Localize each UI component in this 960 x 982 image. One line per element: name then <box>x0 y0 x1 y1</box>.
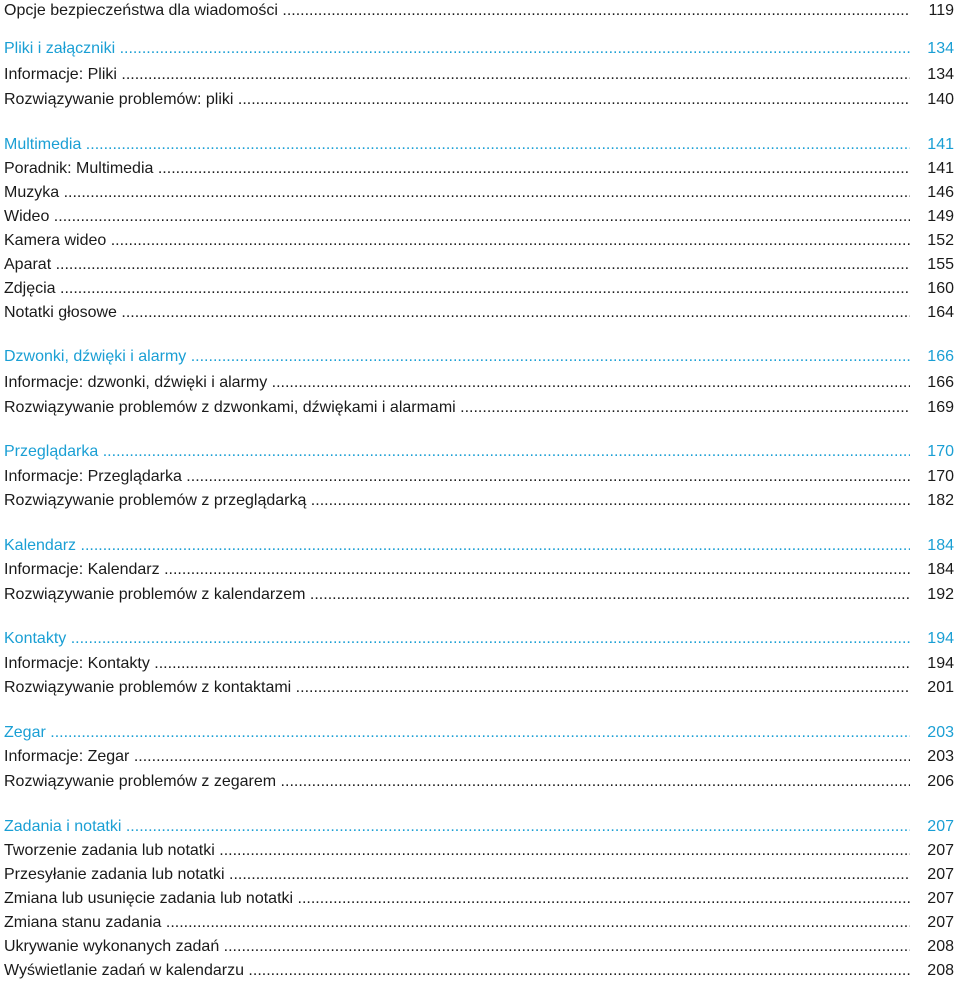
toc-entry-page: 184 <box>927 561 954 578</box>
toc-entry-title: Aparat ..... <box>4 254 910 276</box>
toc-entry[interactable] <box>4 278 954 300</box>
toc-entry-title: Informacje: Zegar ..... <box>4 746 910 768</box>
toc-entry-title: Muzyka ..... <box>4 182 910 204</box>
toc-entry-page: 146 <box>927 184 954 201</box>
toc-entry-page: 201 <box>927 679 954 696</box>
toc-section-page: 194 <box>927 630 954 647</box>
toc-entry-title: Rozwiązywanie problemów: pliki ..... <box>4 89 910 111</box>
toc-entry[interactable] <box>4 936 954 958</box>
toc-section-page: 166 <box>927 348 954 365</box>
toc-section-page: 184 <box>927 537 954 554</box>
toc-entry-title: Przesyłanie zadania lub notatki ..... <box>4 864 910 886</box>
toc-section-title: Dzwonki, dźwięki i alarmy ..... <box>4 346 910 368</box>
toc-entry-title: Wyświetlanie zadań w kalendarzu ..... <box>4 960 910 982</box>
toc-entry-title: Kamera wideo ..... <box>4 230 910 252</box>
toc-entry-page: 134 <box>927 66 954 83</box>
toc-entry-page: 152 <box>927 232 954 249</box>
toc-entry-title: Rozwiązywanie problemów z kalendarzem ..... <box>4 584 910 606</box>
toc-section[interactable] <box>4 346 954 368</box>
toc-section-page: 141 <box>927 136 954 153</box>
toc-entry[interactable] <box>4 490 954 512</box>
toc-entry-page: 206 <box>927 773 954 790</box>
toc-entry[interactable] <box>4 960 954 982</box>
toc-entry-page: 169 <box>927 399 954 416</box>
toc-section[interactable] <box>4 816 954 838</box>
toc-entry[interactable] <box>4 653 954 675</box>
toc-section[interactable] <box>4 38 954 60</box>
toc-section[interactable] <box>4 441 954 463</box>
toc-entry-page: 207 <box>927 914 954 931</box>
toc-entry-title: Rozwiązywanie problemów z dzwonkami, dźwiękami i alarmami ..... <box>4 397 910 419</box>
toc-section-title: Multimedia ..... <box>4 134 910 156</box>
toc-entry[interactable] <box>4 182 954 204</box>
toc-entry[interactable] <box>4 840 954 862</box>
toc-entry-title: Poradnik: Multimedia ..... <box>4 158 910 180</box>
toc-section-title: Kalendarz ..... <box>4 535 910 557</box>
toc-entry-page: 182 <box>927 492 954 509</box>
toc-entry-title: Notatki głosowe ..... <box>4 302 910 324</box>
toc-entry-page: 149 <box>927 208 954 225</box>
toc-entry-page: 160 <box>927 280 954 297</box>
toc-entry[interactable] <box>4 466 954 488</box>
toc-entry-title: Ukrywanie wykonanych zadań ..... <box>4 936 910 958</box>
toc-entry[interactable] <box>4 230 954 252</box>
toc-entry[interactable] <box>4 888 954 910</box>
toc-entry-title: Rozwiązywanie problemów z zegarem ..... <box>4 771 910 793</box>
toc-entry[interactable] <box>4 746 954 768</box>
toc-entry-title: Informacje: Kontakty ..... <box>4 653 910 675</box>
toc-entry-title: Tworzenie zadania lub notatki ..... <box>4 840 910 862</box>
toc-entry-title: Zmiana lub usunięcie zadania lub notatki ..... <box>4 888 910 910</box>
toc-entry-page: 170 <box>927 468 954 485</box>
toc-entry-title: Opcje bezpieczeństwa dla wiadomości ..... <box>4 0 910 22</box>
toc-section-title: Przeglądarka ..... <box>4 441 910 463</box>
toc-entry-title: Informacje: Przeglądarka ..... <box>4 466 910 488</box>
toc-entry[interactable] <box>4 158 954 180</box>
toc-entry-page: 194 <box>927 655 954 672</box>
toc-entry[interactable] <box>4 584 954 606</box>
toc-section-page: 207 <box>927 818 954 835</box>
toc-entry-page: 207 <box>927 890 954 907</box>
toc-entry-page: 141 <box>927 160 954 177</box>
toc-entry[interactable] <box>4 559 954 581</box>
toc-entry[interactable] <box>4 254 954 276</box>
toc-entry[interactable] <box>4 0 954 22</box>
toc-section[interactable] <box>4 134 954 156</box>
toc-entry[interactable] <box>4 64 954 86</box>
toc-entry-title: Informacje: Pliki ..... <box>4 64 910 86</box>
toc-section-title: Kontakty ..... <box>4 628 910 650</box>
toc-entry-page: 166 <box>927 374 954 391</box>
toc-entry-title: Informacje: Kalendarz ..... <box>4 559 910 581</box>
toc-section[interactable] <box>4 535 954 557</box>
toc-section[interactable] <box>4 722 954 744</box>
toc-entry[interactable] <box>4 206 954 228</box>
toc-entry-page: 208 <box>927 938 954 955</box>
toc-entry[interactable] <box>4 89 954 111</box>
toc-entry[interactable] <box>4 864 954 886</box>
toc-entry[interactable] <box>4 302 954 324</box>
toc-entry[interactable] <box>4 372 954 394</box>
toc-entry-title: Rozwiązywanie problemów z kontaktami ..... <box>4 677 910 699</box>
toc-section-page: 134 <box>927 40 954 57</box>
toc-section-page: 170 <box>927 443 954 460</box>
toc-entry-page: 155 <box>927 256 954 273</box>
toc-entry-page: 203 <box>927 748 954 765</box>
toc-section[interactable] <box>4 628 954 650</box>
toc-entry-page: 140 <box>927 91 954 108</box>
toc-entry-title: Zdjęcia ..... <box>4 278 910 300</box>
toc-entry-page: 119 <box>928 2 954 19</box>
toc-entry[interactable] <box>4 912 954 934</box>
toc-entry[interactable] <box>4 771 954 793</box>
toc-section-title: Zadania i notatki ..... <box>4 816 910 838</box>
toc-entry-title: Wideo ..... <box>4 206 910 228</box>
toc-entry[interactable] <box>4 677 954 699</box>
toc-entry-page: 164 <box>927 304 954 321</box>
toc-entry-page: 192 <box>927 586 954 603</box>
toc-section-title: Zegar ..... <box>4 722 910 744</box>
toc-entry-page: 208 <box>927 962 954 979</box>
toc-entry-page: 207 <box>927 866 954 883</box>
toc-section-title: Pliki i załączniki ..... <box>4 38 910 60</box>
toc-entry[interactable] <box>4 397 954 419</box>
toc-entry-title: Zmiana stanu zadania ..... <box>4 912 910 934</box>
toc-entry-title: Informacje: dzwonki, dźwięki i alarmy ..... <box>4 372 910 394</box>
toc-entry-page: 207 <box>927 842 954 859</box>
toc-section-page: 203 <box>927 724 954 741</box>
toc-entry-title: Rozwiązywanie problemów z przeglądarką ..... <box>4 490 910 512</box>
